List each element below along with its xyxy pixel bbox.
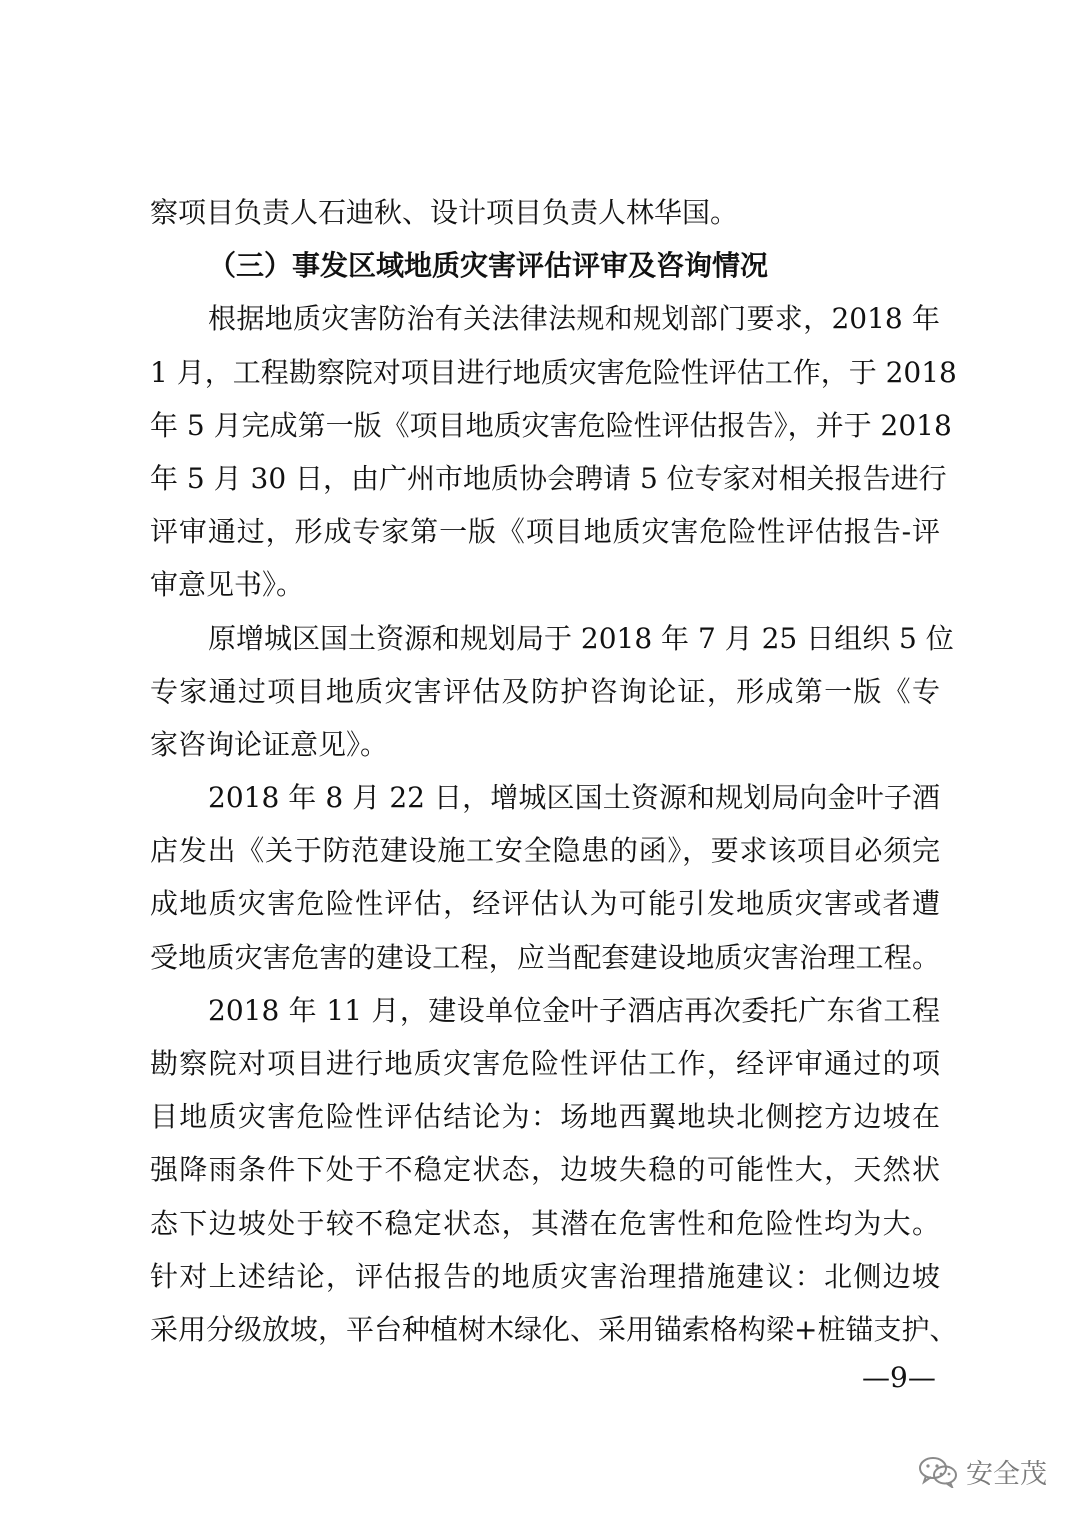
document-body xyxy=(150,186,958,1356)
text-line: 评审通过，形成专家第一版《项目地质灾害危险性评估报告-评 xyxy=(150,515,940,549)
section-heading: （三）事发区域地质灾害评估评审及咨询情况 xyxy=(208,249,769,283)
text-line: 审意见书》。 xyxy=(150,568,305,602)
watermark-text: 安全茂 xyxy=(966,1459,1047,1490)
text-line: 年 5 月 30 日，由广州市地质协会聘请 5 位专家对相关报告进行 xyxy=(150,461,947,495)
text-line: 家咨询论证意见》。 xyxy=(150,727,389,761)
wechat-icon xyxy=(918,1456,958,1488)
text-line: 1 月，工程勘察院对项目进行地质灾害危险性评估工作，于 2018 xyxy=(150,355,957,389)
text-line: 态下边坡处于较不稳定状态，其潜在危害性和危险性均为大。 xyxy=(150,1206,940,1240)
text-line: 目地质灾害危险性评估结论为：场地西翼地块北侧挖方边坡在 xyxy=(150,1100,940,1134)
text-line: 2018 年 8 月 22 日，增城区国土资源和规划局向金叶子酒 xyxy=(208,781,940,815)
text-line: 受地质灾害危害的建设工程，应当配套建设地质灾害治理工程。 xyxy=(150,940,940,974)
text-line: 根据地质灾害防治有关法律法规和规划部门要求，2018 年 xyxy=(208,302,940,336)
page-number: —9— xyxy=(862,1361,936,1394)
text-line: 2018 年 11 月，建设单位金叶子酒店再次委托广东省工程 xyxy=(208,993,940,1027)
text-line: 强降雨条件下处于不稳定状态，边坡失稳的可能性大，天然状 xyxy=(150,1153,940,1187)
watermark xyxy=(918,1452,1047,1491)
text-line: 专家通过项目地质灾害评估及防护咨询论证，形成第一版《专 xyxy=(150,674,940,708)
text-line: 成地质灾害危险性评估，经评估认为可能引发地质灾害或者遭 xyxy=(150,887,940,921)
text-line: 店发出《关于防范建设施工安全隐患的函》，要求该项目必须完 xyxy=(150,834,940,868)
text-line: 针对上述结论，评估报告的地质灾害治理措施建议：北侧边坡 xyxy=(150,1259,940,1293)
text-line: 采用分级放坡，平台种植树木绿化、采用锚索格构梁+桩锚支护、 xyxy=(150,1312,958,1346)
text-line: 勘察院对项目进行地质灾害危险性评估工作，经评审通过的项 xyxy=(150,1047,940,1080)
text-line: 年 5 月完成第一版《项目地质灾害危险性评估报告》，并于 2018 xyxy=(150,408,952,442)
text-line: 原增城区国土资源和规划局于 2018 年 7 月 25 日组织 5 位 xyxy=(208,621,954,655)
text-line: 察项目负责人石迪秋、设计项目负责人林华国。 xyxy=(150,196,739,229)
